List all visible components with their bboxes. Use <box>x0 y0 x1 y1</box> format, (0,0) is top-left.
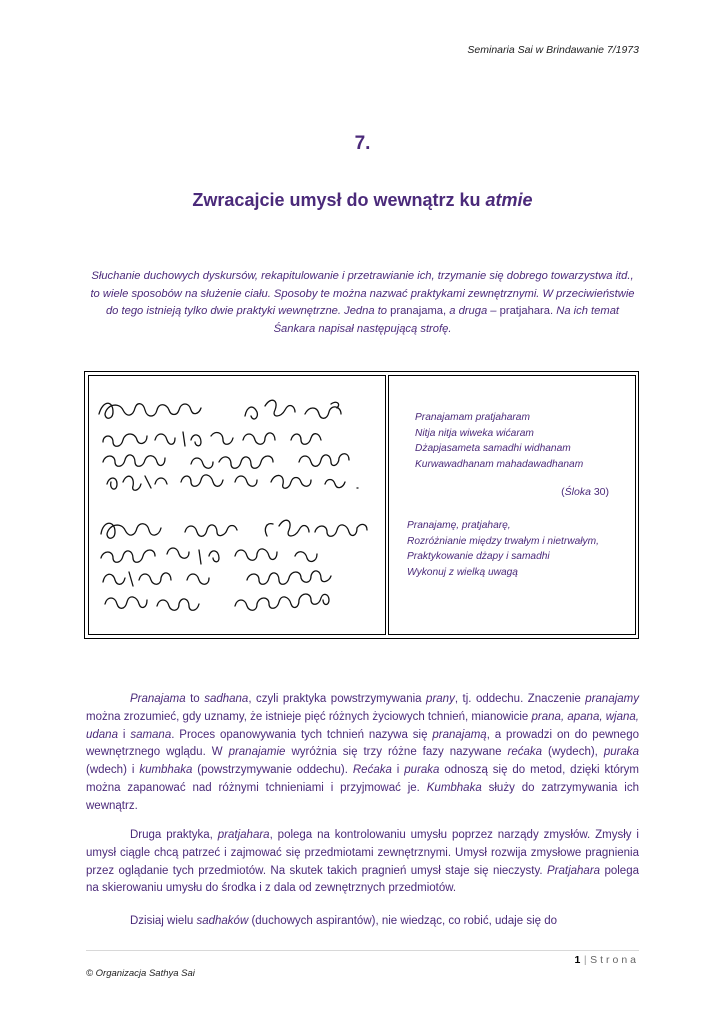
translation-line: Pranajamę, pratjaharę, <box>407 520 511 531</box>
sloka-reference <box>561 486 609 498</box>
verse-line: Kurwawadhanam mahadawadhanam <box>415 458 584 470</box>
italic-term: pranajamy <box>585 693 639 705</box>
italic-term: Kumbhaka <box>426 781 482 794</box>
sloka-word: Śloka <box>564 486 591 498</box>
text-run: to <box>185 693 205 705</box>
text-run: (powstrzymywanie oddechu). <box>192 764 353 777</box>
intro-text-4: pratjahara. <box>499 305 554 317</box>
italic-term: Pratjahara <box>547 864 601 877</box>
italic-term: prana, apana, wjana, udana <box>86 710 639 741</box>
footer-copyright: © Organizacja Sathya Sai <box>86 968 195 979</box>
translation-line: Wykonuj z wielką uwagą <box>407 566 518 578</box>
intro-text-1: Słuchanie duchowych dyskursów, rekapitulowanie i przetrawianie ich, trzymanie się dobrego towarzystwa itd., to wiele sposobów na służenie ciału. Sposoby te można nazwać praktykami zewnętrznymi. W przeciwieństwie do tego istnieją tylko dwie praktyki wewnętrzne. Jedna to <box>90 270 635 317</box>
text-run: Druga praktyka, <box>130 829 218 841</box>
text-run: polega na skierowaniu umysłu do środka i z dala od zewnętrznych przedmiotów. <box>86 864 639 895</box>
page-number-value: 1 <box>574 954 581 966</box>
intro-text-5: Na ich temat Śankara napisał następującą strofę. <box>273 305 620 335</box>
verse-translation <box>407 518 599 580</box>
italic-term: puraka <box>603 746 640 759</box>
text-run: wyróżnia się trzy różne fazy nazywane <box>285 746 508 759</box>
chapter-title-main: Zwracajcie umysł do wewnątrz ku <box>192 190 486 210</box>
italic-term: pratjahara <box>217 829 270 841</box>
intro-text-2: pranajama, <box>390 305 450 317</box>
verse-lines <box>415 410 583 472</box>
paragraph-text <box>86 913 639 931</box>
body-paragraph-3 <box>86 913 639 931</box>
page-number <box>574 954 639 966</box>
verse-transliteration-panel <box>388 375 636 635</box>
text-run: Dzisiaj wielu <box>130 915 197 927</box>
footer-rule <box>86 950 639 951</box>
text-run: (duchowych aspirantów), nie wiedząc, co robić, udaje się do <box>248 915 558 927</box>
text-run: i <box>117 728 131 741</box>
text-run: , tj. oddechu. Znaczenie <box>454 693 586 705</box>
text-run: odnoszą się do metod, dzięki którym można zapanować nad różnymi tchnieniami i przyjmować je. <box>86 764 640 794</box>
verse-box <box>84 371 639 639</box>
italic-term: puraka <box>404 764 440 777</box>
text-run: (wdech) i <box>86 764 140 777</box>
italic-term: Pranajama <box>130 693 186 705</box>
page-word: Strona <box>590 954 639 966</box>
telugu-script-image <box>88 375 386 635</box>
sloka-number: 30) <box>590 486 609 498</box>
text-run: (wydech), <box>542 746 604 759</box>
text-run: służy do zatrzymywania ich wewnątrz. <box>86 781 639 812</box>
body-paragraph-1 <box>86 691 639 816</box>
text-run: , polega na kontrolowaniu umysłu poprzez narządy zmysłów. Zmysły i umysł ciągle chcą patrzeć i zajmować się przedmiotami zewnętrznymi. Umysł rozwija zmysłowe pragnienia przez oglądanie tych przedmiotów. Na skutek takich pragnień umysł staje się nieczysty. <box>86 829 639 877</box>
verse-line: Nitja nitja wiweka wićaram <box>415 427 534 439</box>
translation-line: Praktykowanie dżapy i samadhi <box>407 551 550 562</box>
intro-text-3: a druga – <box>449 305 500 317</box>
italic-term: prany <box>426 693 455 705</box>
chapter-title-italic: atmie <box>485 190 533 210</box>
text-run: . Proces opanowywania tych tchnień nazywa się <box>171 728 433 741</box>
text-run: i <box>391 764 405 777</box>
italic-term: sadhana <box>204 693 249 705</box>
handwritten-telugu-verse <box>95 384 381 628</box>
page-number-separator: | <box>583 954 588 966</box>
intro-paragraph <box>86 268 639 338</box>
italic-term: pranajamie <box>228 746 286 759</box>
text-run: , a prowadzi on do pewnego wewnętrznego wglądu. W <box>86 728 639 759</box>
page-header: Seminaria Sai w Brindawanie 7/1973 <box>467 44 639 56</box>
italic-term: Rećaka <box>352 764 392 777</box>
chapter-title <box>0 190 725 211</box>
sloka-open: ( <box>561 486 565 498</box>
italic-term: sadhaków <box>196 915 249 927</box>
text-run: można zrozumieć, gdy uznamy, że istnieje pięć różnych życiowych tchnień, mianowicie <box>86 710 532 723</box>
italic-term: kumbhaka <box>139 764 193 777</box>
italic-term: samana <box>130 728 172 741</box>
italic-term: rećaka <box>507 746 543 759</box>
translation-line: Rozróżnianie między trwałym i nietrwałym, <box>407 535 599 547</box>
italic-term: pranajamą <box>432 728 487 741</box>
verse-line: Dżapjasameta samadhi widhanam <box>415 443 571 454</box>
text-run: , czyli praktyka powstrzymywania <box>248 693 427 705</box>
paragraph-text <box>86 827 639 898</box>
chapter-number: 7. <box>354 133 371 154</box>
body-paragraph-2 <box>86 827 639 898</box>
verse-line: Pranajamam pratjaharam <box>415 412 530 423</box>
paragraph-text <box>86 691 639 816</box>
